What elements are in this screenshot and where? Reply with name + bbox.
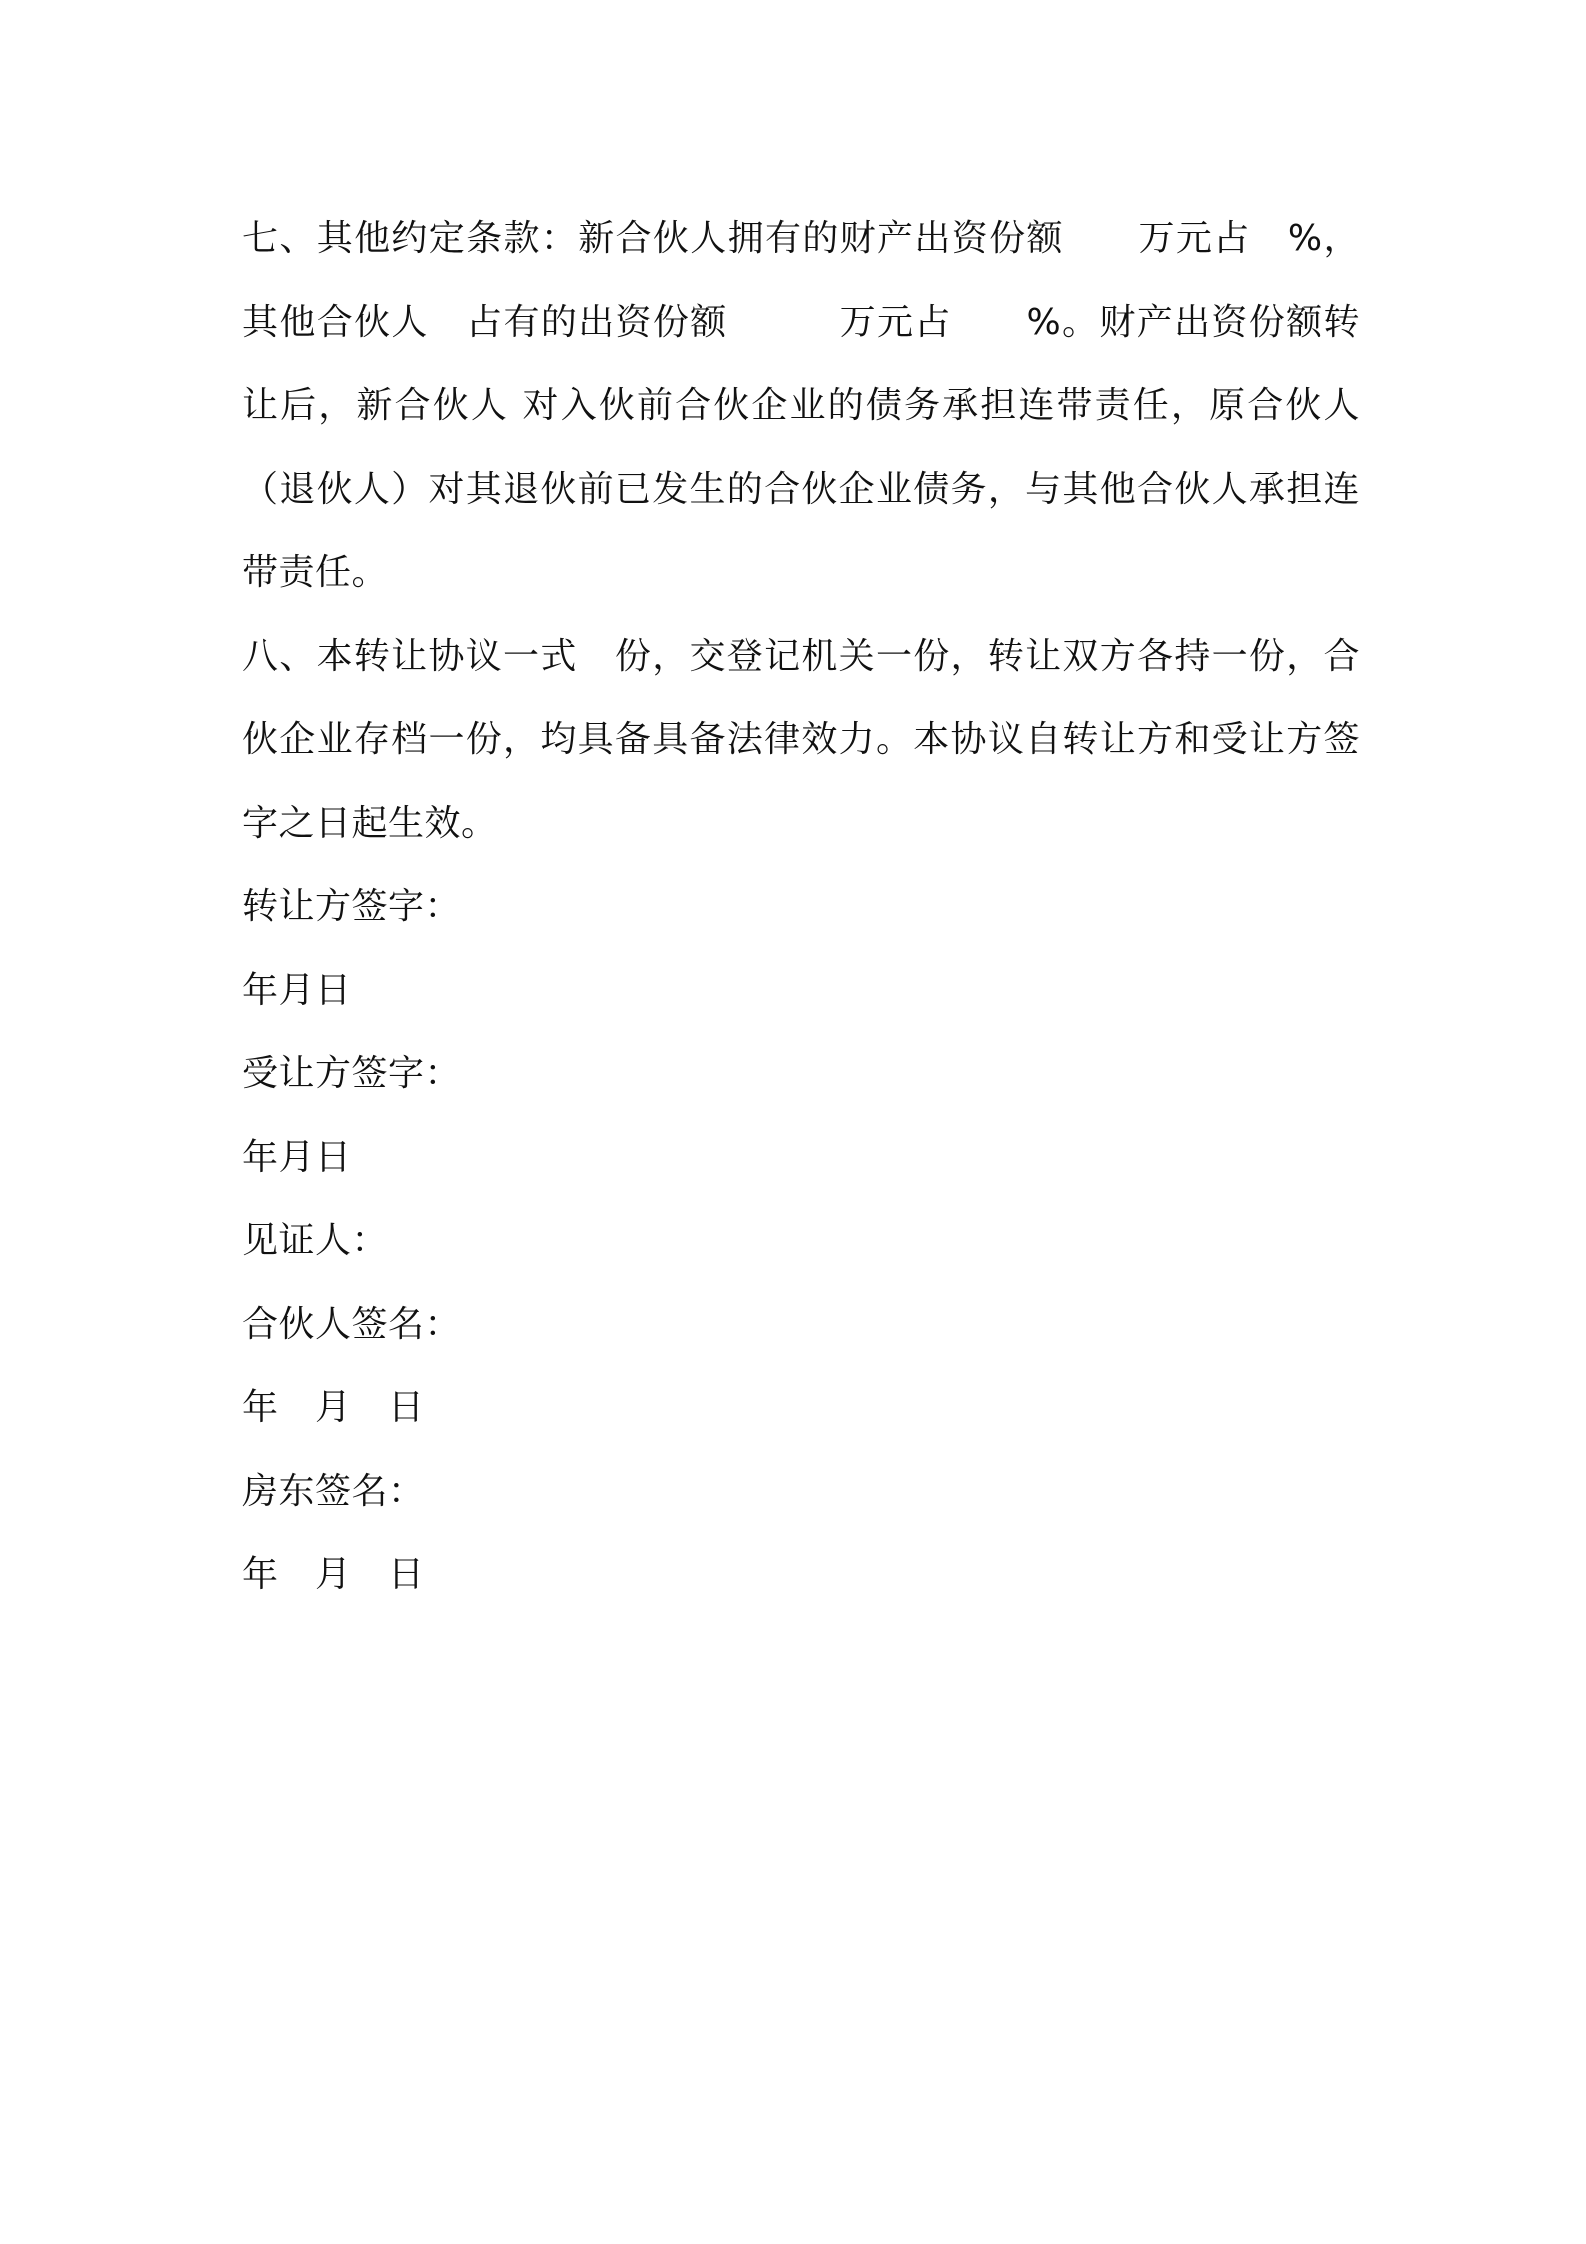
landlord-date: 年 月 日	[242, 1554, 425, 1595]
partner-date: 年 月 日	[242, 1387, 425, 1428]
clause-8-agreement-copies: 八、本转让协议一式 份，交登记机关一份，转让双方各持一份，合伙企业存档一份，均具备具备法律效力。本协议自转让方和受让方签字之日起生效。	[242, 635, 1360, 844]
transferee-signature-label: 受让方签字：	[242, 1053, 462, 1094]
partner-signature-label: 合伙人签名：	[242, 1303, 462, 1345]
transferee-date: 年月日	[242, 1136, 352, 1178]
document-body	[242, 197, 1360, 1617]
clause-7-other-terms: 七、其他约定条款：新合伙人拥有的财产出资份额 万元占 %，其他合伙人 占有的出资份额 万元占 %。财产出资份额转让后，新合伙人 对入伙前合伙企业的债务承担连带责任，原合伙人（退伙人）对其退伙前已发生的合伙企业债务，与其他合伙人承担连带责任。	[242, 218, 1360, 593]
transferor-date: 年月日	[242, 969, 352, 1011]
transferor-signature-label: 转让方签字：	[242, 886, 462, 927]
witness-label: 见证人：	[242, 1220, 389, 1261]
landlord-signature-label: 房东签名：	[242, 1470, 425, 1512]
